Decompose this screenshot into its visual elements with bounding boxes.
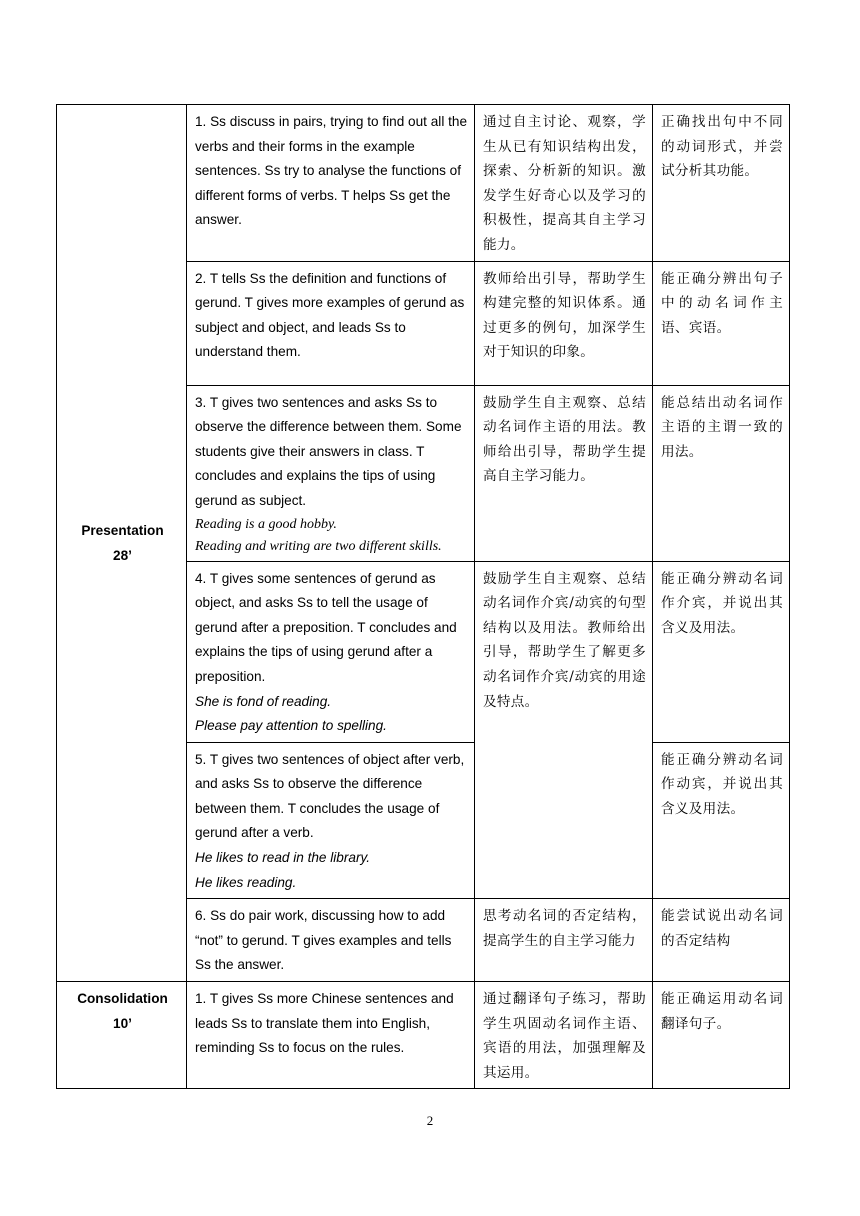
page-number: 2 xyxy=(426,1113,434,1128)
activity-cell xyxy=(187,261,475,385)
activity-cell xyxy=(187,982,475,1089)
example-sentence: Reading is a good hobby. xyxy=(195,516,337,532)
activity-text: 6. Ss do pair work, discussing how to add “not” to gerund. T gives examples and tells Ss the answer. xyxy=(195,908,452,973)
purpose-text: 鼓励学生自主观察、总结动名词作介宾/动宾的句型结构以及用法。教师给出引导，帮助学生了解更多动名词作介宾/动宾的用途及特点。 xyxy=(483,570,646,710)
goal-text: 能正确分辨出句子中的动名词作主语、宾语。 xyxy=(661,270,783,336)
purpose-text: 思考动名词的否定结构，提高学生的自主学习能力 xyxy=(483,908,646,949)
purpose-text: 教师给出引导，帮助学生构建完整的知识体系。通过更多的例句，加深学生对于知识的印象。 xyxy=(483,270,646,361)
table-row xyxy=(57,105,790,262)
goal-cell xyxy=(653,261,790,385)
lesson-plan-table xyxy=(56,104,790,1089)
goal-text: 能总结出动名词作主语的主谓一致的用法。 xyxy=(661,394,783,460)
purpose-cell xyxy=(475,105,653,262)
purpose-cell xyxy=(475,561,653,899)
activity-text: 1. T gives Ss more Chinese sentences and leads Ss to translate them into English, reminding Ss to focus on the rules. xyxy=(195,991,454,1056)
stage-cell-presentation xyxy=(57,105,187,982)
example-sentence: Reading and writing are two different skills. xyxy=(195,538,442,554)
activity-cell xyxy=(187,385,475,561)
example-sentence: He likes reading. xyxy=(195,874,297,890)
example-sentence: She is fond of reading. xyxy=(195,693,332,709)
activity-text: 3. T gives two sentences and asks Ss to observe the difference between them. Some students give their answers in class. T concludes and explains the tips of using gerund as subject. xyxy=(195,394,462,508)
purpose-cell xyxy=(475,899,653,982)
goal-text: 能正确分辨动名词作介宾，并说出其含义及用法。 xyxy=(661,570,783,636)
goal-text: 能尝试说出动名词的否定结构 xyxy=(661,908,783,949)
activity-cell xyxy=(187,742,475,899)
goal-cell xyxy=(653,561,790,742)
goal-text: 能正确运用动名词翻译句子。 xyxy=(661,991,783,1032)
purpose-cell xyxy=(475,385,653,561)
activity-cell xyxy=(187,105,475,262)
example-sentence: Please pay attention to spelling. xyxy=(195,718,387,734)
goal-cell xyxy=(653,105,790,262)
stage-name: Presentation xyxy=(81,523,164,539)
purpose-text: 鼓励学生自主观察、总结动名词作主语的用法。教师给出引导，帮助学生提高自主学习能力。 xyxy=(483,394,646,485)
activity-cell xyxy=(187,561,475,742)
purpose-cell xyxy=(475,261,653,385)
purpose-text: 通过翻译句子练习，帮助学生巩固动名词作主语、宾语的用法，加强理解及其运用。 xyxy=(483,991,646,1081)
table-row xyxy=(57,982,790,1089)
stage-name: Consolidation xyxy=(77,991,168,1007)
goal-text: 能正确分辨动名词作动宾，并说出其含义及用法。 xyxy=(661,751,783,817)
purpose-cell xyxy=(475,982,653,1089)
example-sentence: He likes to read in the library. xyxy=(195,850,371,866)
goal-cell xyxy=(653,899,790,982)
activity-text: 2. T tells Ss the definition and functions of gerund. T gives more examples of gerund as subject and object, and leads Ss to understand them. xyxy=(195,270,465,360)
activity-text: 4. T gives some sentences of gerund as object, and asks Ss to tell the usage of gerund after a preposition. T concludes and explains the tips of using gerund after a preposition. xyxy=(195,570,457,684)
activity-text: 1. Ss discuss in pairs, trying to find out all the verbs and their forms in the example sentences. Ss try to analyse the functions of different forms of verbs. T helps Ss get the answer. xyxy=(195,114,468,228)
stage-time: 10’ xyxy=(113,1015,132,1031)
goal-cell xyxy=(653,742,790,899)
activity-cell xyxy=(187,899,475,982)
activity-text: 5. T gives two sentences of object after verb, and asks Ss to observe the difference between them. T concludes the usage of gerund after a verb. xyxy=(195,751,465,841)
stage-cell-consolidation xyxy=(57,982,187,1089)
goal-text: 正确找出句中不同的动词形式，并尝试分析其功能。 xyxy=(661,114,783,180)
goal-cell xyxy=(653,385,790,561)
goal-cell xyxy=(653,982,790,1089)
stage-time: 28’ xyxy=(113,548,132,564)
purpose-text: 通过自主讨论、观察，学生从已有知识结构出发，探索、分析新的知识。激发学生好奇心以及学习的积极性，提高其自主学习能力。 xyxy=(483,114,646,253)
